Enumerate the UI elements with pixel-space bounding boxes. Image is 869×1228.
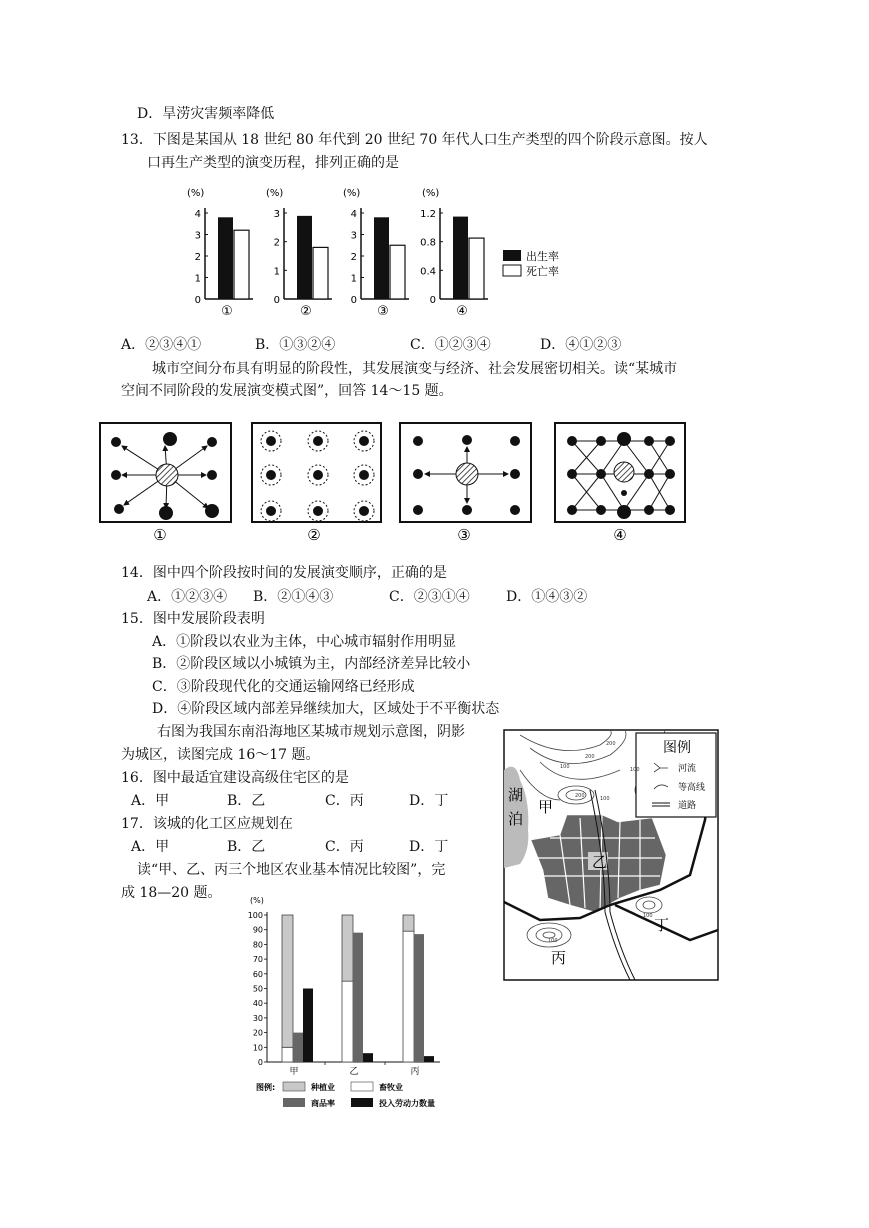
stage-label-4: ④ xyxy=(613,526,627,544)
y-tick-label: 70 xyxy=(252,955,263,965)
q16-stem: 16．图中最适宜建设高级住宅区的是 xyxy=(121,770,349,786)
stage-label-3: ③ xyxy=(457,526,471,544)
bar-animal-husbandry xyxy=(403,931,414,1062)
legend-crop-farming: 种植业 xyxy=(311,1083,335,1092)
map-label-yi: 乙 xyxy=(592,853,608,871)
passage16-line1: 右图为我国东南沿海地区某城市规划示意图，阴影 xyxy=(157,724,465,740)
bar-crop-farming xyxy=(342,915,353,981)
q14-option-a[interactable]: A．①②③④ xyxy=(147,589,228,605)
map-label-ding: 丁 xyxy=(654,916,670,934)
y-tick-label: 20 xyxy=(252,1028,263,1038)
bar-crop-farming xyxy=(403,915,414,931)
q13-option-a[interactable]: A．②③④① xyxy=(121,337,202,353)
legend-birth-rate: 出生率 xyxy=(526,250,559,263)
y-unit-label: (%) xyxy=(250,896,264,905)
y-tick-label: 0.8 xyxy=(420,237,436,249)
bar-commodity-rate xyxy=(414,934,424,1062)
x-category-label: 丙 xyxy=(410,1067,420,1077)
q12-option-d: D．旱涝灾害频率降低 xyxy=(137,106,275,122)
y-tick-label: 80 xyxy=(252,940,263,950)
y-tick-label: 40 xyxy=(252,999,263,1009)
q13-option-c[interactable]: C．①②③④ xyxy=(410,337,491,353)
bar-animal-husbandry xyxy=(282,1047,293,1062)
chart-number-label: ④ xyxy=(456,304,468,319)
chart-number-label: ③ xyxy=(377,304,389,319)
passage14-line1: 城市空间分布具有明显的阶段性，其发展演变与经济、社会发展密切相关。读“某城市 xyxy=(152,361,678,377)
legend-animal-husbandry: 畜牧业 xyxy=(379,1083,403,1092)
q16-option-d[interactable]: D．丁 xyxy=(409,793,449,809)
bar-labor-input xyxy=(424,1056,434,1062)
y-tick-label: 0 xyxy=(429,295,436,306)
y-tick-label: 1.2 xyxy=(420,209,436,220)
y-tick-label: 90 xyxy=(252,925,263,935)
q15-option-b[interactable]: B．②阶段区域以小城镇为主，内部经济差异比较小 xyxy=(152,656,471,672)
y-tick-label: 0 xyxy=(273,295,280,306)
q15-stem: 15．图中发展阶段表明 xyxy=(121,611,265,627)
bar-commodity-rate xyxy=(293,1033,303,1062)
q16-option-a[interactable]: A．甲 xyxy=(131,793,170,809)
svg-text:道路: 道路 xyxy=(678,801,697,811)
y-tick-label: 2 xyxy=(350,252,357,263)
agri-legend xyxy=(256,1082,435,1108)
svg-text:200: 200 xyxy=(585,754,595,760)
q17-option-a[interactable]: A．甲 xyxy=(131,839,170,855)
svg-text:图例:: 图例: xyxy=(256,1083,276,1092)
svg-text:100: 100 xyxy=(548,938,558,944)
bar-crop-farming xyxy=(282,915,293,1047)
q17-stem: 17．该城的化工区应规划在 xyxy=(121,816,293,832)
y-tick-label: 2 xyxy=(194,252,201,263)
stage-label-2: ② xyxy=(307,526,321,544)
map-label-lake2: 泊 xyxy=(508,810,524,828)
svg-text:图例: 图例 xyxy=(663,740,691,756)
x-category-label: 甲 xyxy=(289,1067,299,1077)
legend-labor-input: 投入劳动力数量 xyxy=(379,1099,435,1108)
map-label-jia: 甲 xyxy=(538,798,554,816)
q17-option-c[interactable]: C．丙 xyxy=(325,839,364,855)
svg-text:100: 100 xyxy=(560,764,570,770)
bar-commodity-rate xyxy=(353,933,363,1062)
chart-number-label: ② xyxy=(300,304,312,319)
q17-option-d[interactable]: D．丁 xyxy=(409,839,449,855)
y-unit-label: (%) xyxy=(422,188,440,199)
q14-option-b[interactable]: B．②①④③ xyxy=(253,589,334,605)
svg-text:100: 100 xyxy=(630,767,640,773)
y-tick-label: 1 xyxy=(194,273,201,285)
y-tick-label: 60 xyxy=(252,969,263,979)
map-label-lake1: 湖 xyxy=(508,786,524,804)
q14-stem: 14．图中四个阶段按时间的发展演变顺序，正确的是 xyxy=(121,565,447,581)
y-tick-label: 1 xyxy=(273,266,280,278)
q13-option-d[interactable]: D．④①②③ xyxy=(540,337,622,353)
x-category-label: 乙 xyxy=(349,1067,359,1077)
legend-commodity-rate: 商品率 xyxy=(311,1099,335,1108)
y-unit-label: (%) xyxy=(343,188,361,199)
svg-text:100: 100 xyxy=(643,913,653,919)
y-tick-label: 0 xyxy=(194,295,201,306)
y-tick-label: 0 xyxy=(257,1058,263,1067)
q15-option-a[interactable]: A．①阶段以农业为主体，中心城市辐射作用明显 xyxy=(152,634,457,650)
y-tick-label: 0.4 xyxy=(420,266,436,278)
y-tick-label: 4 xyxy=(350,209,357,220)
legend-death-rate: 死亡率 xyxy=(526,265,559,278)
map-label-bing: 丙 xyxy=(551,949,567,967)
y-tick-label: 4 xyxy=(194,209,201,220)
svg-text:200: 200 xyxy=(606,741,616,747)
y-tick-label: 10 xyxy=(252,1043,263,1053)
q13-stem-line2: 口再生产类型的演变历程，排列正确的是 xyxy=(147,155,399,171)
y-tick-label: 3 xyxy=(273,209,280,220)
y-tick-label: 0 xyxy=(350,295,357,306)
q14-option-d[interactable]: D．①④③② xyxy=(506,589,588,605)
chart-number-label: ① xyxy=(221,304,233,319)
q15-option-d[interactable]: D．④阶段区域内部差异继续加大，区域处于不平衡状态 xyxy=(152,701,500,717)
y-tick-label: 1 xyxy=(350,273,357,285)
q16-option-b[interactable]: B．乙 xyxy=(227,793,266,809)
y-tick-label: 100 xyxy=(247,911,263,920)
q17-option-b[interactable]: B．乙 xyxy=(227,839,266,855)
y-unit-label: (%) xyxy=(266,188,284,199)
bar-labor-input xyxy=(363,1053,373,1062)
stage-label-1: ① xyxy=(153,526,167,544)
q16-option-c[interactable]: C．丙 xyxy=(325,793,364,809)
passage18-line2: 成 18—20 题。 xyxy=(121,885,222,901)
passage18-line1: 读“甲、乙、丙三个地区农业基本情况比较图”，完 xyxy=(137,862,446,878)
q13-stem-line1: 13．下图是某国从 18 世纪 80 年代到 20 世纪 70 年代人口生产类型的四个阶段示意图。按人 xyxy=(121,132,708,148)
bar-animal-husbandry xyxy=(342,981,353,1062)
q15-option-c[interactable]: C．③阶段现代化的交通运输网络已经形成 xyxy=(152,679,415,695)
svg-text:河流: 河流 xyxy=(678,764,697,774)
svg-text:200: 200 xyxy=(575,793,585,799)
y-tick-label: 3 xyxy=(194,230,201,242)
q14-option-c[interactable]: C．②③①④ xyxy=(389,589,470,605)
bar-labor-input xyxy=(303,989,313,1063)
y-tick-label: 2 xyxy=(273,237,280,249)
y-unit-label: (%) xyxy=(187,188,205,199)
passage14-line2: 空间不同阶段的发展演变模式图”，回答 14～15 题。 xyxy=(121,383,453,399)
q13-option-b[interactable]: B．①③②④ xyxy=(255,337,336,353)
svg-text:100: 100 xyxy=(600,796,610,802)
y-tick-label: 30 xyxy=(252,1013,263,1023)
svg-text:等高线: 等高线 xyxy=(678,783,706,793)
y-tick-label: 50 xyxy=(252,984,263,994)
y-tick-label: 3 xyxy=(350,230,357,242)
passage16-line2: 为城区，读图完成 16～17 题。 xyxy=(121,747,320,763)
